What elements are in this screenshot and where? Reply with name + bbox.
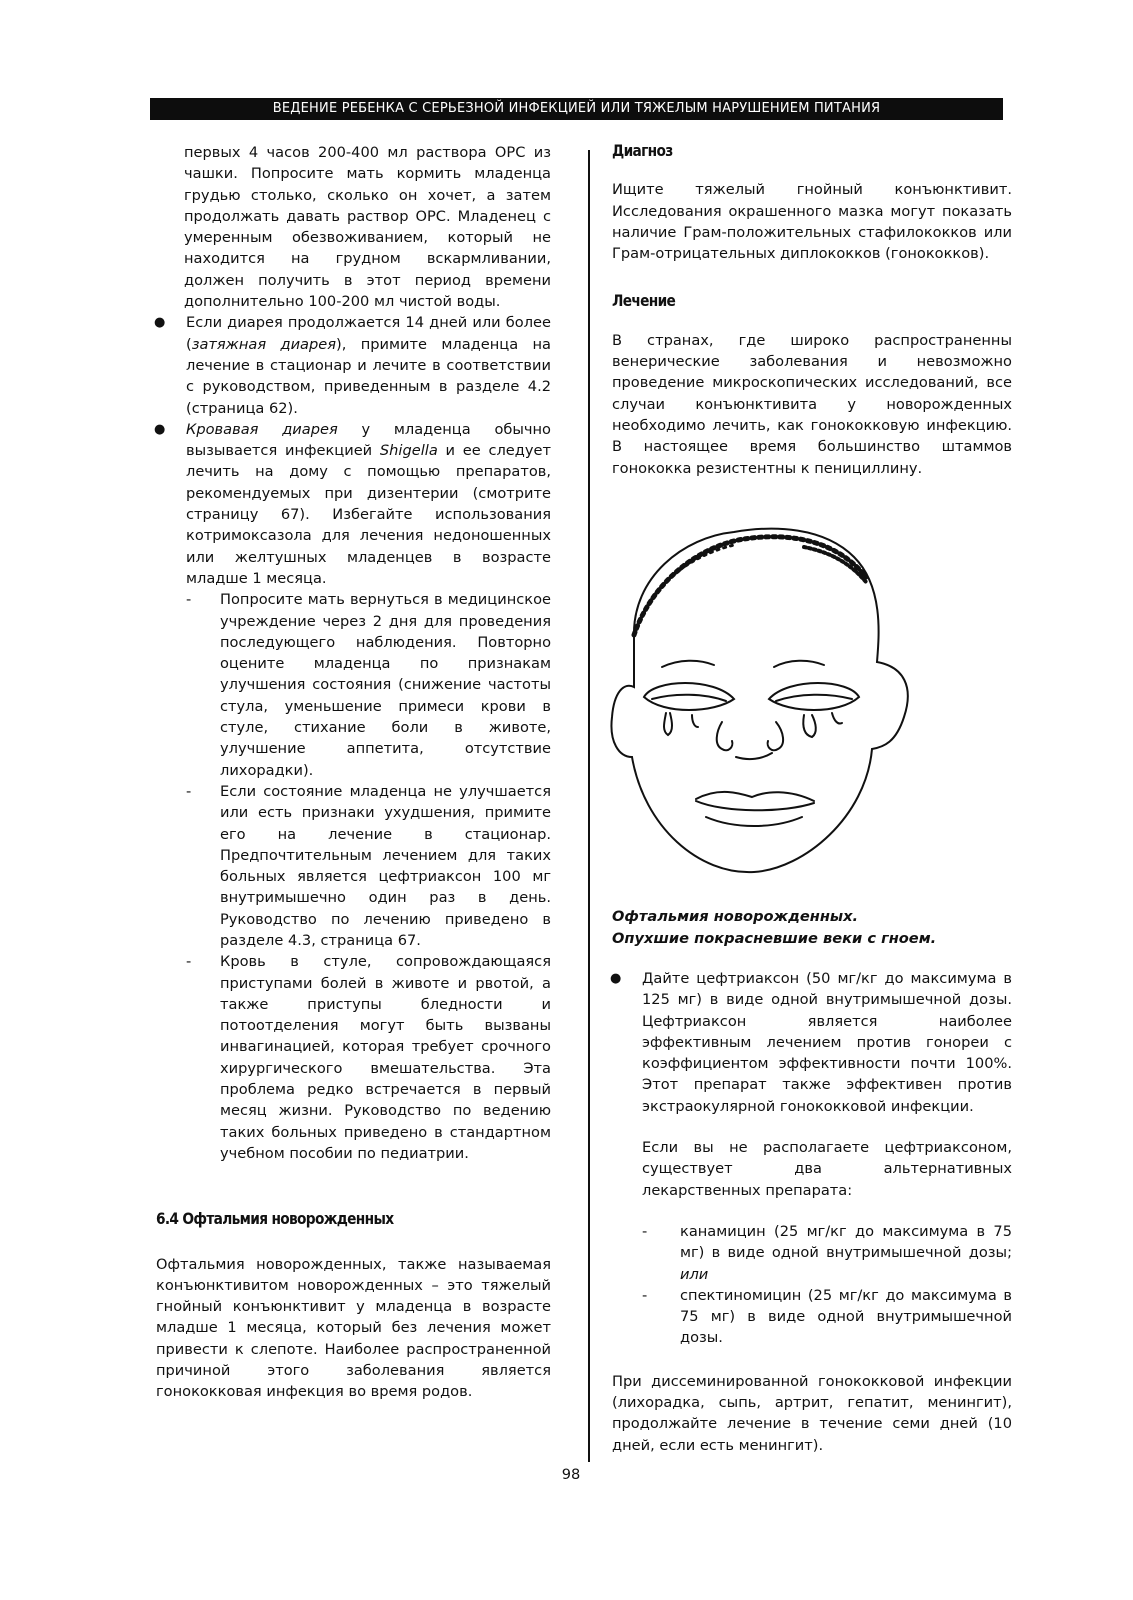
list-item [156, 312, 551, 418]
figure-caption-title: Офтальмия новорожденных. [612, 908, 859, 925]
dash-text: Попросите мать вернуться в медицинское учреждение через 2 дня для проведения последующего наблюдения. Повторно оцените младенца по признакам улучшения состояния (снижение частоты стула, уменьшение примеси крови в стуле, стихание боли в животе, улучшение аппетита, отсутствие лихорадки). [220, 591, 551, 779]
list-item [156, 781, 551, 951]
dash-text: спектиномицин (25 мг/кг до максимума в 75 мг) в виде одной внутримышечной дозы. [680, 1286, 1012, 1347]
dash-icon: - [642, 1222, 648, 1240]
list-item [156, 419, 551, 589]
dash-text: Если состояние младенца не улучшается или есть признаки ухудшения, примите его на лечение в стационар. Предпочтительным лечением для таких больных является цефтриаксон 100 мг внутримышечно один раз в день. Руководство по лечению приведено в разделе 4.3, страница 67. [220, 782, 551, 949]
dash-icon: - [642, 1286, 648, 1304]
bullet-emphasis: Кровавая диарея [186, 420, 338, 438]
section-paragraph: Офтальмия новорожденных, также называемая конъюнктивитом новорожденных – это тяжелый гнойный конъюнктивит у младенца в возрасте младше 1 месяца, который без лечения может привести к слепоте. Наиболее распространенной причиной этого заболевания является гонококковая инфекция во время родов. [156, 1255, 551, 1401]
dash-icon: - [186, 953, 192, 971]
dash-icon: - [186, 782, 192, 800]
dash-emphasis: или [680, 1265, 709, 1283]
right-column [612, 140, 1012, 479]
diagnosis-heading: Диагноз [612, 141, 673, 160]
dash-icon: - [186, 591, 192, 609]
column-divider [588, 150, 590, 1462]
dash-text: Кровь в стуле, сопровождающаяся приступами болей в животе и рвотой, а также приступы бледности и потоотделения могут быть вызваны инвагинацией, которая требует срочного хирургического вмешательства. Эта проблема редко встречается в первый месяц жизни. Руководство по ведению таких больных приведено в стандартном учебном пособии по педиатрии. [220, 953, 551, 1162]
bullet-text: Если диарея продолжается 14 дней или более ( [186, 314, 551, 353]
list-item [612, 1221, 1012, 1285]
bullet-text: у младенца обычно вызывается инфекцией [186, 420, 551, 460]
page-number: 98 [561, 1466, 581, 1483]
list-item [156, 589, 551, 781]
bullet-icon: ● [154, 421, 166, 437]
bullet-text: и ее следует лечить на дому с помощью препаратов, рекомендуемых при дизентерии (смотрите страницу 67). Избегайте использования котримоксазола для лечения недоношенных или желтушных младенцев в возрасте младше 1 месяца. [186, 442, 551, 587]
list-item [612, 968, 1012, 1117]
intro-paragraph: первых 4 часов 200-400 мл раствора ОРС из чашки. Попросите мать кормить младенца грудью столько, сколько он хочет, а затем продолжать давать раствор ОРС. Младенец с умеренным обезвоживанием, который не находится на грудном вскармливании, должен получить в этот период времени дополнительно 100-200 мл чистой воды. [184, 144, 551, 311]
figure-caption-subtitle: Опухшие покрасневшие веки с гноем. [612, 930, 937, 947]
figure-caption-block [612, 906, 1012, 950]
left-column [156, 142, 551, 1403]
bullet-icon: ● [610, 971, 622, 986]
diagnosis-paragraph: Ищите тяжелый гнойный конъюнктивит. Исследования окрашенного мазка могут показать наличие Грам-положительных стафилококков или Грам-отрицательных диплококков (гонококков). [612, 181, 1012, 263]
final-paragraph: При диссеминированной гонококковой инфекции (лихорадка, сыпь, артрит, гепатит, менингит), продолжайте лечение в течение семи дней (10 дней, если есть менингит). [612, 1372, 1012, 1454]
bullet-emphasis: Shigella [379, 442, 438, 460]
section-heading: 6.4 Офтальмия новорожденных [156, 1209, 394, 1229]
dash-text: канамицин (25 мг/кг до максимума в 75 мг) в виде одной внутримышечной дозы; [680, 1222, 1012, 1262]
list-item [612, 1285, 1012, 1349]
running-header: ВЕДЕНИЕ РЕБЕНКА С СЕРЬЕЗНОЙ ИНФЕКЦИЕЙ ИЛИ ТЯЖЕЛЫМ НАРУШЕНИЕМ ПИТАНИЯ [150, 98, 1003, 120]
bullet-text: Дайте цефтриаксон (50 мг/кг до максимума в 125 мг) в виде одной внутримышечной дозы. Цефтриаксон является наиболее эффективным лечением против гонореи с коэффициентом эффективности почти 100%. Этот препарат также эффективен против экстраокулярной гонококковой инфекции. [642, 970, 1012, 1115]
bullet-emphasis: затяжная диарея [191, 335, 337, 353]
treatment-paragraph: В странах, где широко распространенны венерические заболевания и невозможно проведение микроскопических исследований, все случаи конъюнктивита у новорожденных необходимо лечить, как гонококковую инфекцию. В настоящее время большинство штаммов гонококка резистентны к пенициллину. [612, 331, 1012, 477]
list-item [156, 951, 551, 1164]
alternatives-intro: Если вы не располагаете цефтриаксоном, существует два альтернативных лекарственных препарата: [642, 1139, 1012, 1199]
right-lower-column [612, 968, 1012, 1456]
treatment-heading: Лечение [612, 291, 676, 311]
bullet-icon: ● [154, 315, 166, 331]
infant-face-illustration [604, 517, 1000, 887]
bullet-text: ), примите младенца на лечение в стационар и лечите в соответствии с руководством, приведенным в разделе 4.2 (страница 62). [186, 335, 551, 417]
